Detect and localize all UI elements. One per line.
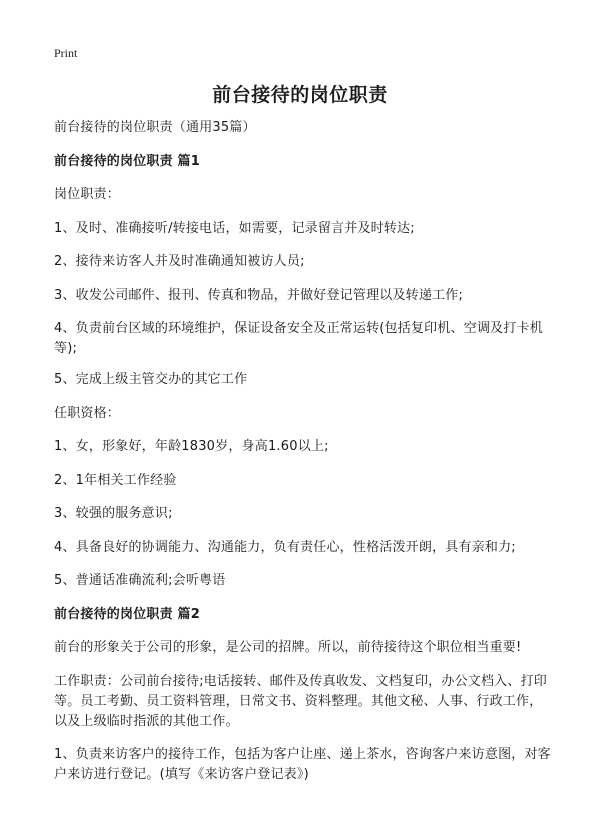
paragraph: 4、具备良好的协调能力、沟通能力，负有责任心，性格活泼开朗，具有亲和力; xyxy=(54,539,516,555)
paragraph: 前台的形象关于公司的形象，是公司的招牌。所以，前待接待这个职位相当重要! xyxy=(54,640,522,655)
document-body xyxy=(54,118,554,799)
section-heading-2: 前台接待的岗位职责 篇2 xyxy=(54,606,200,622)
paragraph: 工作职责：公司前台接待;电话接转、邮件及传真收发、文档复印，办公文档入、打印等。员工考勤、员工资料管理，日常文书、资料整理。其他文秘、人事、行政工作，以及上级临时指派的其他工作。 xyxy=(54,673,547,729)
paragraph: 4、负责前台区域的环境维护，保证设备安全及正常运转(包括复印机、空调及打卡机等); xyxy=(54,321,543,356)
paragraph: 任职资格： xyxy=(54,405,121,421)
page-title: 前台接待的岗位职责 xyxy=(212,84,388,106)
paragraph: 1、及时、准确接听/转接电话，如需要，记录留言并及时转达; xyxy=(54,220,415,236)
print-label: Print xyxy=(54,46,78,60)
paragraph: 3、收发公司邮件、报刊、传真和物品，并做好登记管理以及转递工作; xyxy=(54,287,464,303)
paragraph: 2、接待来访客人并及时准确通知被访人员; xyxy=(54,254,305,269)
paragraph: 3、较强的服务意识; xyxy=(54,506,173,521)
section-heading-1: 前台接待的岗位职责 篇1 xyxy=(54,153,200,169)
paragraph: 1、女，形象好，年龄1830岁，身高1.60以上; xyxy=(54,439,329,454)
paragraph: 1、负责来访客户的接待工作，包括为客户让座、递上茶水，咨询客户来访意图，对客户来访进行登记。(填写《来访客户登记表》) xyxy=(54,747,551,782)
paragraph: 岗位职责： xyxy=(54,187,121,202)
paragraph: 5、普通话准确流利;会听粤语 xyxy=(54,573,226,588)
paragraph: 5、完成上级主管交办的其它工作 xyxy=(54,372,248,387)
doc-subtitle: 前台接待的岗位职责（通用35篇） xyxy=(54,120,256,135)
paragraph: 2、1年相关工作经验 xyxy=(54,472,177,488)
